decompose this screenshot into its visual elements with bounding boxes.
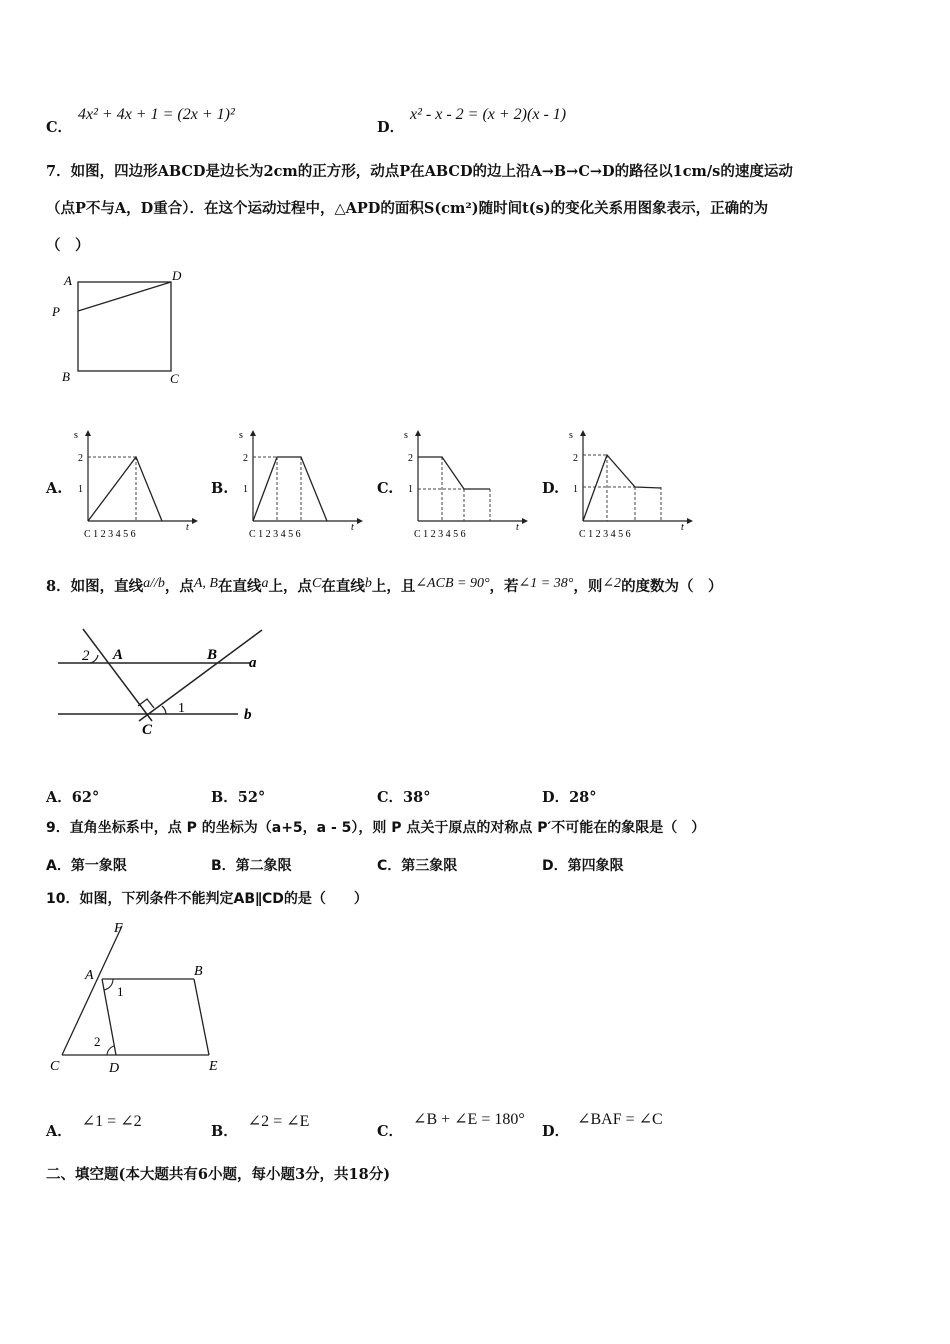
q10-option-a-value: ∠1 = ∠2 (81, 1113, 142, 1130)
q8-label-b-point: B (207, 647, 218, 663)
q10-trapezoid-figure (46, 918, 246, 1078)
q10-label-e: E (209, 1059, 218, 1074)
q10-option-c-value: ∠B + ∠E = 180° (413, 1111, 525, 1128)
q10-option-b-value: ∠2 = ∠E (247, 1113, 310, 1130)
q7-a-s: s (74, 430, 78, 441)
q7-label-b: B (62, 369, 70, 384)
q9-option-c-label: C． (377, 858, 402, 874)
q9-option-d[interactable] (542, 855, 624, 875)
q8-option-c-label: C． (377, 789, 404, 806)
q8-m2: A, B (193, 576, 218, 591)
q8-option-a-label: A． (46, 789, 72, 806)
q7-stem-line3: （ ） (46, 237, 90, 254)
q7-a-t: t (186, 522, 189, 533)
q9-option-b-label: B． (211, 858, 236, 874)
q7-graph-a (70, 426, 200, 544)
q7-d-xticks: C 1 2 3 4 5 6 (579, 529, 631, 540)
q7-b-y2: 2 (243, 453, 248, 464)
q7-c-s: s (404, 430, 408, 441)
q10-option-d-label: D． (542, 1123, 570, 1140)
q7-d-s: s (569, 430, 573, 441)
q8-label-a: A (113, 647, 124, 663)
q8-label-c: C (142, 722, 153, 738)
q8-option-d-label: D． (542, 789, 570, 806)
q8-p4: 上，点 (268, 578, 312, 595)
q7-label-a: A (64, 273, 72, 288)
q10-option-a[interactable] (46, 1110, 142, 1140)
q8-label-1: 1 (178, 701, 185, 716)
q8-option-d-value: 28° (569, 789, 597, 806)
q8-m1: a//b (143, 576, 165, 591)
q8-m6: ∠ACB = 90° (415, 576, 490, 591)
q7-d-y2: 2 (573, 453, 578, 464)
q9-option-a-value: 第一象限 (70, 858, 127, 874)
q10-option-c[interactable] (377, 1108, 525, 1140)
q10-option-c-label: C． (377, 1123, 404, 1140)
q8-option-a[interactable] (46, 786, 99, 807)
q8-m8: ∠2 (602, 576, 622, 591)
q7-stem-line1: 7．如图，四边形ABCD是边长为2cm的正方形，动点P在ABCD的边上沿A→B→C→D的路径以1cm/s的速度运动 (46, 163, 793, 180)
q8-m4: C (311, 576, 322, 591)
q10-label-c: C (50, 1059, 60, 1074)
q7-label-c: C (170, 371, 179, 386)
q10-option-b[interactable] (211, 1110, 310, 1140)
q10-label-b: B (194, 964, 203, 979)
q9-option-b[interactable] (211, 855, 292, 875)
q9-option-d-label: D． (542, 858, 568, 874)
section2-title: 二、填空题(本大题共有6小题，每小题3分，共18分) (46, 1166, 391, 1183)
q8-option-b-value: 52° (237, 789, 266, 806)
q7-b-xticks: C 1 2 3 4 5 6 (249, 529, 301, 540)
q6-option-d-expr: x² - x - 2 = (x + 2)(x - 1) (410, 106, 567, 123)
q7-d-y1: 1 (573, 484, 578, 495)
q8-p6: 上，且 (371, 578, 416, 595)
q8-stem (46, 574, 723, 597)
q10-label-d: D (109, 1061, 120, 1076)
q7-a-xticks: C 1 2 3 4 5 6 (84, 529, 136, 540)
q10-label-f: F (114, 921, 123, 936)
q10-label-1: 1 (117, 984, 124, 999)
q6-option-c-label: C． (46, 119, 73, 136)
q8-p1: 8．如图，直线 (46, 578, 144, 595)
q9-option-c[interactable] (377, 855, 457, 875)
q8-p8: ，则 (573, 578, 603, 595)
q8-option-c-value: 38° (403, 789, 431, 806)
q7-c-xticks: C 1 2 3 4 5 6 (414, 529, 466, 540)
q6-option-d-label: D． (377, 119, 405, 136)
q7-stem-line2: （点P不与A，D重合）．在这个运动过程中，△APD的面积S(cm²)随时间t(s)的变化关系用图象表示，正确的为 (46, 200, 769, 217)
q10-option-d[interactable] (542, 1108, 663, 1140)
q7-option-c-label: C. (377, 480, 394, 497)
q10-label-a: A (85, 968, 94, 983)
q7-option-a-label: A. (46, 480, 63, 497)
q7-a-y2: 2 (78, 453, 83, 464)
q8-option-a-value: 62° (71, 789, 100, 806)
q8-p2: ，点 (164, 578, 194, 595)
q7-option-d-label: D. (542, 480, 560, 497)
q8-m3: a (261, 576, 269, 591)
q8-label-2: 2 (82, 648, 90, 664)
q7-square-figure (48, 266, 198, 390)
q7-d-t: t (681, 522, 684, 533)
q7-graph-c (400, 426, 530, 544)
q8-p9: 的度数为（ ） (621, 578, 723, 595)
q7-label-p: P (52, 304, 60, 319)
q7-a-y1: 1 (78, 484, 83, 495)
q8-label-line-a: a (249, 655, 257, 671)
q10-option-d-value: ∠BAF = ∠C (577, 1111, 663, 1128)
q7-c-t: t (516, 522, 519, 533)
q7-graph-b (235, 426, 365, 544)
q7-graph-d (565, 426, 695, 544)
q9-option-a[interactable] (46, 855, 127, 875)
q10-option-a-label: A． (46, 1123, 72, 1140)
q7-option-b-label: B. (211, 480, 229, 497)
q9-stem: 9．直角坐标系中，点 P 的坐标为（a+5，a - 5），则 P 点关于原点的对称点 P′不可能在的象限是（ ） (46, 820, 706, 836)
q10-option-b-label: B． (211, 1123, 238, 1140)
q8-p3: 在直线 (217, 578, 262, 595)
q8-option-b[interactable] (211, 786, 265, 807)
q8-p7: ，若 (489, 578, 519, 595)
q8-parallel-lines-figure (50, 622, 280, 744)
q7-b-s: s (239, 430, 243, 441)
q10-stem: 10．如图，下列条件不能判定AB∥CD的是（ ） (46, 891, 368, 907)
q8-option-d[interactable] (542, 786, 597, 807)
q8-m5: b (364, 576, 372, 591)
q6-option-c-expr: 4x² + 4x + 1 = (2x + 1)² (78, 106, 235, 123)
q8-option-b-label: B． (211, 789, 238, 806)
q10-label-2: 2 (94, 1034, 101, 1049)
q9-option-b-value: 第二象限 (235, 858, 292, 874)
q9-option-d-value: 第四象限 (567, 858, 624, 874)
q8-p5: 在直线 (321, 578, 365, 595)
q9-option-a-label: A． (46, 858, 71, 874)
q7-c-y1: 1 (408, 484, 413, 495)
q8-m7: ∠1 = 38° (518, 576, 574, 591)
q7-c-y2: 2 (408, 453, 413, 464)
q7-b-t: t (351, 522, 354, 533)
q8-option-c[interactable] (377, 786, 430, 807)
q7-b-y1: 1 (243, 484, 248, 495)
q9-option-c-value: 第三象限 (401, 858, 458, 874)
q7-label-d: D (172, 268, 182, 283)
q8-label-line-b: b (244, 707, 252, 723)
